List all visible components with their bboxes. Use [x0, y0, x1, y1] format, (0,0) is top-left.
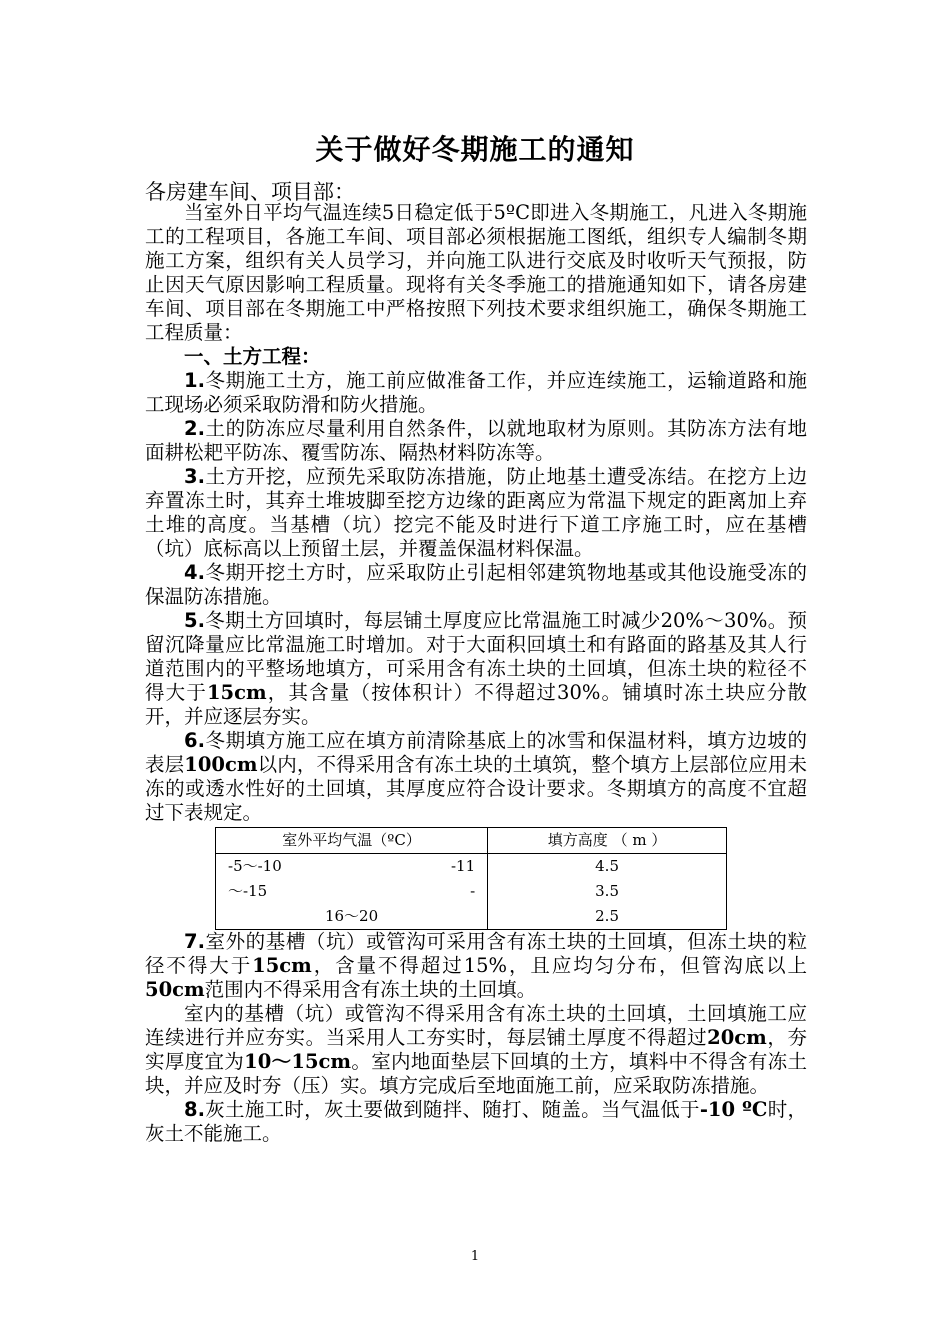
item-5: [145, 609, 807, 729]
item-number: 5.: [184, 609, 205, 632]
item-7: [145, 930, 807, 1002]
item-bold-value: 15cm: [206, 681, 267, 704]
table-cell-height: 2.5: [488, 904, 727, 930]
item-bold-value: 15cm: [252, 954, 312, 977]
section-heading: 一、土方工程：: [184, 345, 321, 368]
item-bold-value: 10～15cm: [244, 1050, 352, 1073]
temperature-left: -5～-10: [228, 857, 282, 875]
paragraph-text: ，夯实厚度宜为: [145, 1026, 807, 1073]
table-cell-height: 3.5: [488, 879, 727, 904]
item-number: 7.: [184, 930, 205, 953]
document-body: [145, 201, 807, 1146]
table-row: [216, 854, 727, 880]
item-number: 4.: [184, 561, 205, 584]
table-cell-height: 4.5: [488, 854, 727, 880]
item-1: [145, 369, 807, 417]
temperature-right: 16～20: [324, 907, 379, 925]
item-number: 3.: [184, 465, 205, 488]
item-text: 冬期填方施工应在填方前清除基底上的冰雪和保温材料，填方边坡的表层: [145, 729, 807, 776]
table-cell-temperature: [216, 879, 488, 904]
item-2: [145, 417, 807, 465]
table-header-row: [216, 828, 727, 854]
item-3: [145, 465, 807, 561]
item-4: [145, 561, 807, 609]
table-header-temperature: 室外平均气温（ºC）: [216, 828, 488, 854]
temperature-right: -: [470, 882, 476, 900]
intro-paragraph: 当室外日平均气温连续5日稳定低于5ºC即进入冬期施工，凡进入冬期施工的工程项目，各施工车间、项目部必须根据施工图纸，组织专人编制冬期施工方案，组织有关人员学习，并向施工队进行交底及时收听天气预报，防止因天气原因影响工程质量。现将有关冬季施工的措施通知如下，请各房建车间、项目部在冬期施工中严格按照下列技术要求组织施工，确保冬期施工工程质量：: [145, 201, 807, 344]
item-bold-value: -10 ºC: [699, 1098, 768, 1121]
table-row: [216, 879, 727, 904]
item-text: ，含量不得超过15%，且应均匀分布，但管沟底以上: [311, 954, 807, 977]
item-text: 范围内不得采用含有冻土块的土回填。: [204, 978, 537, 1001]
document-title: 关于做好冬期施工的通知: [315, 133, 635, 166]
paragraph-text: 室内的基槽（坑）或管沟不得采用含有冻土块的土回填，土回填施工应连续进行并应夯实。当采用人工夯实时，每层铺土厚度不得超过: [145, 1002, 807, 1049]
paragraph-text: 。室内地面垫层下回填的土方，填料中不得含有冻土块，并应及时夯（压）实。填方完成后至地面施工前，应采取防冻措施。: [145, 1050, 807, 1097]
item-number: 6.: [184, 729, 205, 752]
item-text: 灰土施工时，灰土要做到随拌、随打、随盖。当气温低于: [204, 1098, 700, 1121]
item-text: 土的防冻应尽量利用自然条件，以就地取材为原则。其防冻方法有地面耕松耙平防冻、覆雪防冻、隔热材料防冻等。: [145, 417, 807, 464]
table-cell-temperature: [216, 904, 488, 930]
item-bold-value: 20cm: [707, 1026, 767, 1049]
item-number: 1.: [184, 369, 205, 392]
fill-height-table: [215, 827, 727, 930]
table-row: [216, 904, 727, 930]
item-6: [145, 729, 807, 825]
item-text: 室外的基槽（坑）或管沟可采用含有冻土块的土回填，但冻土块的粒径不得大于: [145, 930, 807, 977]
item-text: ，其含量（按体积计）不得超过30%。铺填时冻土块应分散开，并应逐层夯实。: [145, 681, 807, 728]
item-text: 土方开挖，应预先采取防冻措施，防止地基土遭受冻结。在挖方上边弃置冻土时，其弃土堆坡脚至挖方边缘的距离应为常温下规定的距离加上弃土堆的高度。当基槽（坑）挖完不能及时进行下道工序施工时，应在基槽（坑）底标高以上预留土层，并覆盖保温材料保温。: [145, 465, 807, 560]
table-header-height: 填方高度 （ m ）: [488, 828, 727, 854]
item-text: 冬期土方回填时，每层铺土厚度应比常温施工时减少20%～30%。预留沉降量应比常温施工时增加。对于大面积回填土和有路面的路基及其人行道范围内的平整场地填方，可采用含有冻土块的土回填，但冻土块的粒径不得大于: [145, 609, 807, 704]
salutation: 各房建车间、项目部：: [145, 180, 355, 204]
temperature-right: -11: [450, 857, 476, 875]
item-text: 以内，不得采用含有冻土块的土填筑，整个填方上层部位应用未冻的或透水性好的土回填，其厚度应符合设计要求。冬期填方的高度不宜超过下表规定。: [145, 753, 807, 824]
item-8: [145, 1098, 807, 1146]
table-cell-temperature: [216, 854, 488, 880]
item-text: 冬期开挖土方时，应采取防止引起相邻建筑物地基或其他设施受冻的保温防冻措施。: [145, 561, 807, 608]
item-bold-value: 100cm: [184, 753, 258, 776]
indoor-paragraph: [145, 1002, 807, 1098]
page-number: 1: [470, 1249, 480, 1264]
item-text: 冬期施工土方，施工前应做准备工作，并应连续施工，运输道路和施工现场必须采取防滑和防火措施。: [145, 369, 807, 416]
item-text: 时，灰土不能施工。: [145, 1098, 807, 1145]
item-bold-value: 50cm: [145, 978, 205, 1001]
item-number: 2.: [184, 417, 205, 440]
temperature-left: ～-15: [228, 882, 268, 900]
item-number: 8.: [184, 1098, 205, 1121]
